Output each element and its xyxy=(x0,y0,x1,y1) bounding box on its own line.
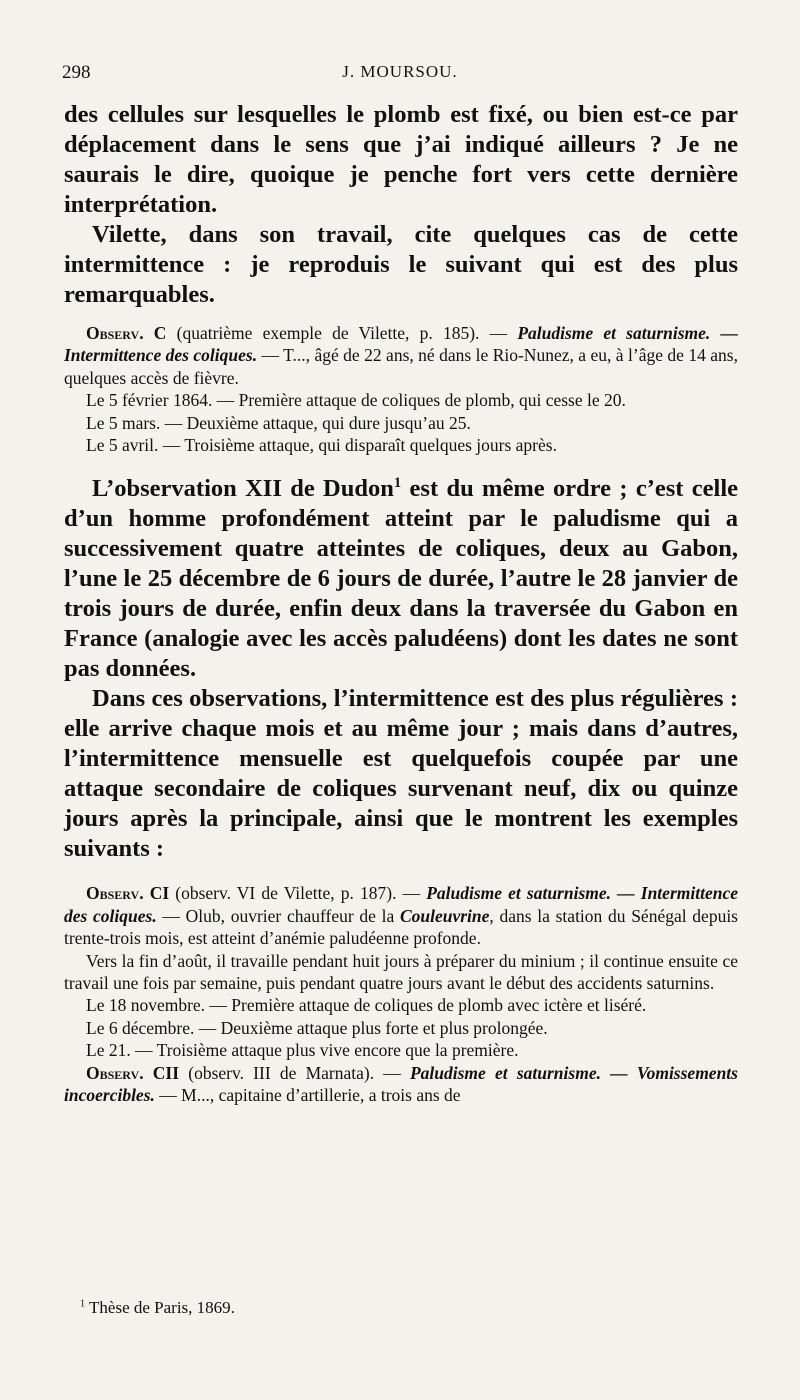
observation-c-line-1: Le 5 février 1864. — Première attaque de coliques de plomb, qui cesse le 20. xyxy=(86,390,626,411)
observation-ci xyxy=(64,882,738,1061)
observation-ci-label: Observ. CI xyxy=(86,883,170,904)
page-body xyxy=(64,100,738,1107)
observation-ci-ref: (observ. VI de Vilette, p. 187). — xyxy=(169,883,427,904)
footnote-ref: 1 xyxy=(393,475,402,492)
observation-ci-mid: — Olub, ouvrier chauffeur de la xyxy=(156,905,400,926)
observation-cii-label: Observ. CII xyxy=(86,1062,180,1083)
paragraph-3 xyxy=(64,474,738,684)
observation-c-label: Observ. C xyxy=(86,323,167,343)
observation-ci-line-1: Vers la fin d’août, il travaille pendant huit jours à préparer du minium ; il continue ensuite ce travail une fois par semaine, puis pendant quatre jours avant le début des accidents saturnins. xyxy=(64,950,738,994)
observation-ci-ship: Couleuvrine xyxy=(399,905,490,926)
observation-cii-ref: (observ. III de Marnata). — xyxy=(179,1062,410,1083)
observation-ci-intro xyxy=(64,882,738,949)
footnote xyxy=(80,1298,235,1318)
observation-c-ref: (quatrième exemple de Vilette, p. 185). — xyxy=(166,323,518,343)
paragraph-2: Vilette, dans son travail, cite quelques cas de cette intermittence : je reproduis le suivant qui est des plus remarquables. xyxy=(64,221,738,308)
observation-c xyxy=(64,322,738,456)
observation-ci-text: , dans la station du Sénégal depuis trente-trois mois, est atteint d’anémie paludéenne profonde. xyxy=(64,905,738,949)
observation-cii-intro xyxy=(64,1062,738,1107)
observation-c-intro xyxy=(64,322,738,389)
page-header xyxy=(62,62,738,86)
observation-cii-title: Paludisme et saturnisme. — Vomissements incoercibles. xyxy=(64,1062,738,1106)
running-head: J. MOURSOU. xyxy=(342,62,458,81)
observation-c-line-3: Le 5 avril. — Troisième attaque, qui disparaît quelques jours après. xyxy=(86,435,557,456)
observation-c-line-2: Le 5 mars. — Deuxième attaque, qui dure jusqu’au 25. xyxy=(86,412,471,433)
observation-c-title: Paludisme et saturnisme. — Intermittence des coliques. xyxy=(64,323,739,366)
observation-ci-line-4: Le 21. — Troisième attaque plus vive encore que la première. xyxy=(86,1040,519,1061)
paragraph-3-rest: est du même ordre ; c’est celle d’un homme profondément atteint par le paludisme qui a successivement quatre atteintes de coliques, deux au Gabon, l’une le 25 décembre de 6 jours de durée, l’autre le 28 janvier de trois jours de durée, enfin deux dans la traversée du Gabon en France (analogie avec les accès paludéens) dont les dates ne sont pas données. xyxy=(64,475,739,683)
footnote-text: Thèse de Paris, 1869. xyxy=(85,1298,235,1317)
page-number: 298 xyxy=(62,62,91,83)
observation-c-text: — T..., âgé de 22 ans, né dans le Rio-Nunez, a eu, à l’âge de 14 ans, quelques accès de fièvre. xyxy=(64,345,738,388)
observation-ci-line-3: Le 6 décembre. — Deuxième attaque plus forte et plus prolongée. xyxy=(86,1017,548,1038)
observation-cii xyxy=(64,1062,738,1107)
paragraph-1: des cellules sur lesquelles le plomb est fixé, ou bien est-ce par déplacement dans le sens que j’ai indiqué ailleurs ? Je ne saurais le dire, quoique je penche fort vers cette dernière interprétation. xyxy=(64,101,738,218)
observation-ci-line-2: Le 18 novembre. — Première attaque de coliques de plomb avec ictère et liséré. xyxy=(86,995,647,1016)
observation-ci-title: Paludisme et saturnisme. — Intermittence des coliques. xyxy=(64,883,738,926)
paragraph-3-start: L’observation XII de Dudon xyxy=(92,475,394,503)
observation-cii-text: — M..., capitaine d’artillerie, a trois ans de xyxy=(154,1085,461,1106)
paragraph-4: Dans ces observations, l’intermittence est des plus régulières : elle arrive chaque mois et au même jour ; mais dans d’autres, l’intermittence mensuelle est quelquefois coupée par une attaque secondaire de coliques survenant neuf, dix ou quinze jours après la principale, ainsi que le montrent les exemples suivants : xyxy=(64,685,738,863)
footnote-mark: 1 xyxy=(80,1298,86,1310)
